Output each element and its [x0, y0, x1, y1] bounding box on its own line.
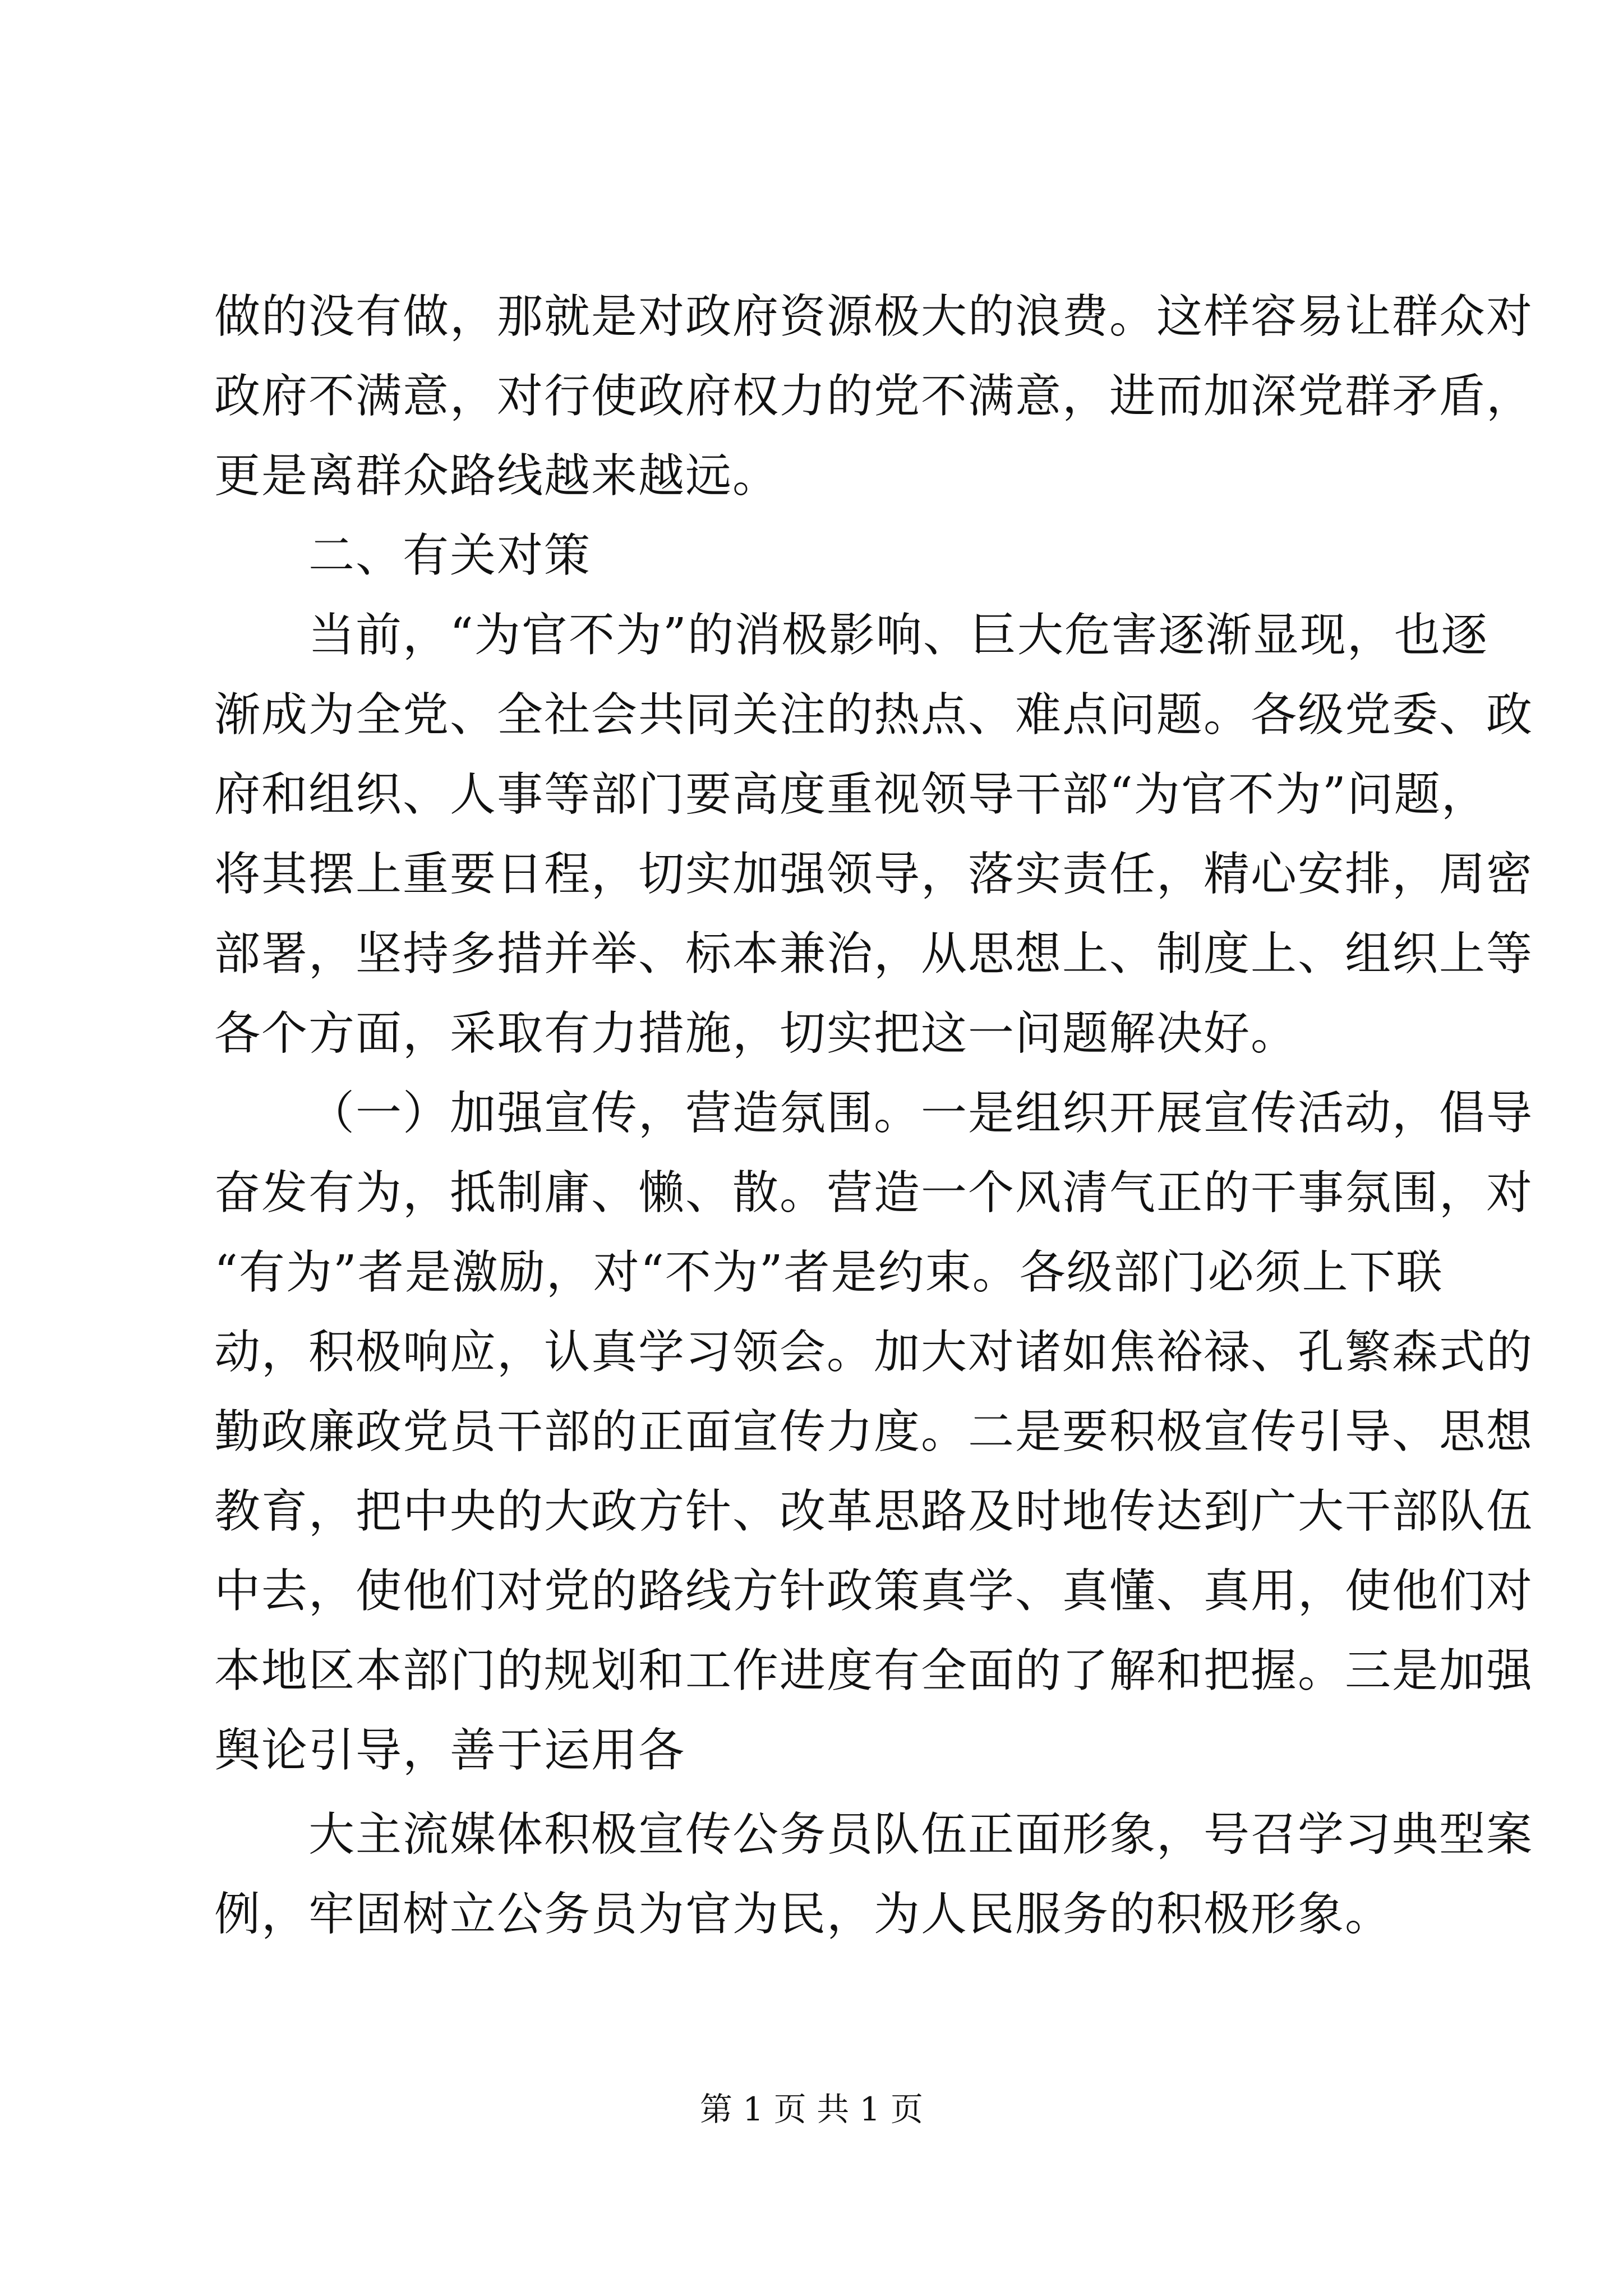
paragraph-line: 政府不满意，对行使政府权力的党不满意，进而加深党群矛盾，	[214, 370, 1534, 423]
paragraph-line: 奋发有为，抵制庸、懒、散。营造一个风清气正的干事氛围，对	[214, 1166, 1534, 1220]
paragraph-line: 当前，“为官不为”的消极影响、巨大危害逐渐显现，也逐	[308, 609, 1488, 662]
paragraph-line: 教育，把中央的大政方针、改革思路及时地传达到广大干部队伍	[214, 1485, 1534, 1538]
paragraph-line: 府和组织、人事等部门要高度重视领导干部“为官不为”问题，	[214, 768, 1488, 821]
paragraph-line: 本地区本部门的规划和工作进度有全面的了解和把握。三是加强	[214, 1644, 1534, 1697]
paragraph-line: 渐成为全党、全社会共同关注的热点、难点问题。各级党委、政	[214, 688, 1534, 742]
paragraph-line: 部署，坚持多措并举、标本兼治，从思想上、制度上、组织上等	[214, 927, 1534, 981]
paragraph-line: 做的没有做，那就是对政府资源极大的浪费。这样容易让群众对	[214, 290, 1534, 343]
paragraph-line: 动，积极响应，认真学习领会。加大对诸如焦裕禄、孔繁森式的	[214, 1326, 1534, 1379]
page-number-footer: 第 1 页 共 1 页	[700, 2090, 923, 2128]
paragraph-line: 更是离群众路线越来越远。	[214, 449, 780, 503]
paragraph-line: 例，牢固树立公务员为官为民，为人民服务的积极形象。	[214, 1888, 1393, 1941]
paragraph-line: 将其摆上重要日程，切实加强领导，落实责任，精心安排，周密	[214, 848, 1534, 901]
paragraph-line: （一）加强宣传，营造氛围。一是组织开展宣传活动，倡导	[308, 1087, 1534, 1140]
paragraph-line: 大主流媒体积极宣传公务员队伍正面形象，号召学习典型案	[308, 1808, 1534, 1861]
section-heading: 二、有关对策	[308, 529, 592, 582]
paragraph-line: 中去，使他们对党的路线方针政策真学、真懂、真用，使他们对	[214, 1565, 1534, 1618]
paragraph-line: 勤政廉政党员干部的正面宣传力度。二是要积极宣传引导、思想	[214, 1405, 1534, 1458]
paragraph-line: “有为”者是激励，对“不为”者是约束。各级部门必须上下联	[214, 1246, 1444, 1299]
paragraph-line: 舆论引导，善于运用各	[214, 1724, 686, 1777]
paragraph-line: 各个方面，采取有力措施，切实把这一问题解决好。	[214, 1007, 1298, 1060]
